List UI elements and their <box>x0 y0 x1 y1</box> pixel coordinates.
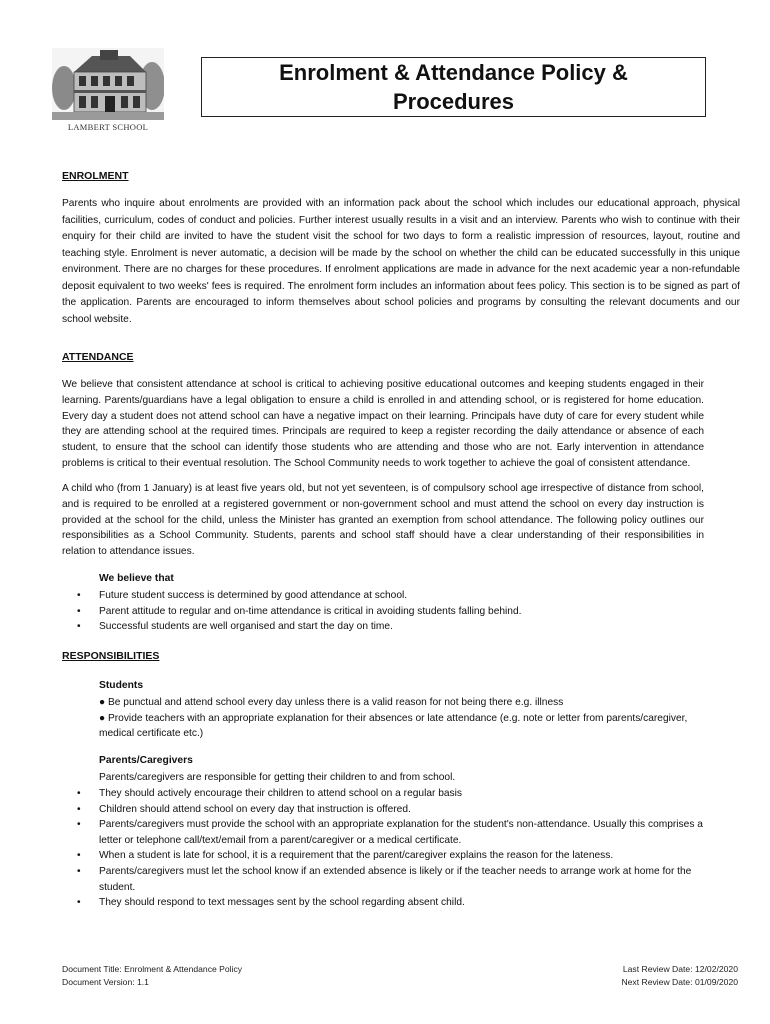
list-item: • Successful students are well organised and start the day on time. <box>99 619 705 635</box>
footer-document-title: Document Title: Enrolment & Attendance Policy <box>62 964 243 974</box>
students-heading: Students <box>99 680 144 691</box>
parents-intro: Parents/caregivers are responsible for getting their children to and from school. <box>99 772 456 783</box>
list-item: ● Provide teachers with an appropriate explanation for their absences or late attendance (e.g. note or letter from parents/caregiver, medical certificate etc.) <box>99 712 688 740</box>
list-item: • They should respond to text messages sent by the school regarding absent child. <box>99 895 705 911</box>
page-title-line-2: Procedures <box>392 89 515 114</box>
we-believe-heading: We believe that <box>99 573 174 584</box>
list-item: • When a student is late for school, it is a requirement that the parent/caregiver explains the reason for the lateness. <box>99 848 705 864</box>
list-item: ● Be punctual and attend school every day unless there is a valid reason for not being there e.g. illness <box>99 697 564 708</box>
we-believe-list <box>99 588 705 635</box>
parents-responsibilities-list <box>99 786 705 911</box>
page-title-line-1: Enrolment & Attendance Policy & <box>279 60 628 85</box>
students-responsibilities <box>99 695 705 742</box>
school-building-icon <box>52 48 164 120</box>
list-item: • They should actively encourage their children to attend school on a regular basis <box>99 786 705 802</box>
logo-caption: LAMBERT SCHOOL <box>67 122 149 132</box>
footer-document-version: Document Version: 1.1 <box>62 977 149 987</box>
enrolment-heading: ENROLMENT <box>62 170 129 182</box>
attendance-heading: ATTENDANCE <box>62 351 134 363</box>
list-item: • Parent attitude to regular and on-time attendance is critical in avoiding students falling behind. <box>99 604 705 620</box>
enrolment-paragraph: Parents who inquire about enrolments are provided with an information pack about the school which includes our educational approach, physical facilities, curriculum, codes of conduct and policies. Further interest usually results in a visit and an interview. Parents who wish to continue with their enquiry for their child are invited to have the student visit the school for two days to form a realistic impression of resources, layout, routine and teaching style. Enrolment is never automatic, a decision will be made by the school on whether the child can be educated successfully in this unique environment. There are no charges for these procedures. If enrolment applications are made in advance for the next academic year a non-refundable deposit equivalent to two weeks' fees is required. The enrolment form includes an information about fees policy. This section is to be signed as part of the application. Parents are encouraged to inform themselves about school policies and programs by consulting the relevant documents and our school website. <box>62 198 740 325</box>
footer-review-dates <box>621 963 738 989</box>
list-item: • Parents/caregivers must let the school know if an extended absence is likely or if the teacher needs to arrange work at home for the student. <box>99 864 705 895</box>
responsibilities-heading: RESPONSIBILITIES <box>62 650 160 662</box>
list-item: • Children should attend school on every day that instruction is offered. <box>99 802 705 818</box>
list-item: • Future student success is determined by good attendance at school. <box>99 588 705 604</box>
footer-next-review: Next Review Date: 01/09/2020 <box>621 977 738 987</box>
attendance-paragraph-1: We believe that consistent attendance at school is critical to achieving positive educational outcomes and keeping students engaged in their learning. Parents/guardians have a legal obligation to ensure a child is enrolled in and attending school, or is registered for home education. Every day a student does not attend school can have a negative impact on their learning. Principals have duty of care for every student while they are attending school at the required times. Principals are required to keep a register recording the daily attendance or absence of each student, to ensure that the school can identify those students who are attending and those who are not. Early intervention in attendance problems is critical to their eventual resolution. The School Community needs to work together to achieve the goal of consistent attendance. <box>62 379 704 469</box>
attendance-paragraph-2: A child who (from 1 January) is at least five years old, but not yet seventeen, is of compulsory school age irrespective of distance from school, and is required to be enrolled at a registered government or non-government school and must attend the school on every day instruction is provided at the school for the child, unless the Minister has granted an exemption from school attendance. The following policy outlines our responsibilities as a School Community. Students, parents and school staff should have a clear understanding of their responsibilities in relation to attendance issues. <box>62 483 704 558</box>
footer-last-review: Last Review Date: 12/02/2020 <box>622 964 738 974</box>
document-title-box <box>201 57 706 117</box>
school-logo <box>52 48 164 134</box>
parents-heading: Parents/Caregivers <box>99 755 193 766</box>
footer-document-info <box>62 963 242 989</box>
list-item: • Parents/caregivers must provide the school with an appropriate explanation for the student's non-attendance. Usually this comprises a letter or telephone call/text/email from a parent/caregiver or a medical certificate. <box>99 817 705 848</box>
